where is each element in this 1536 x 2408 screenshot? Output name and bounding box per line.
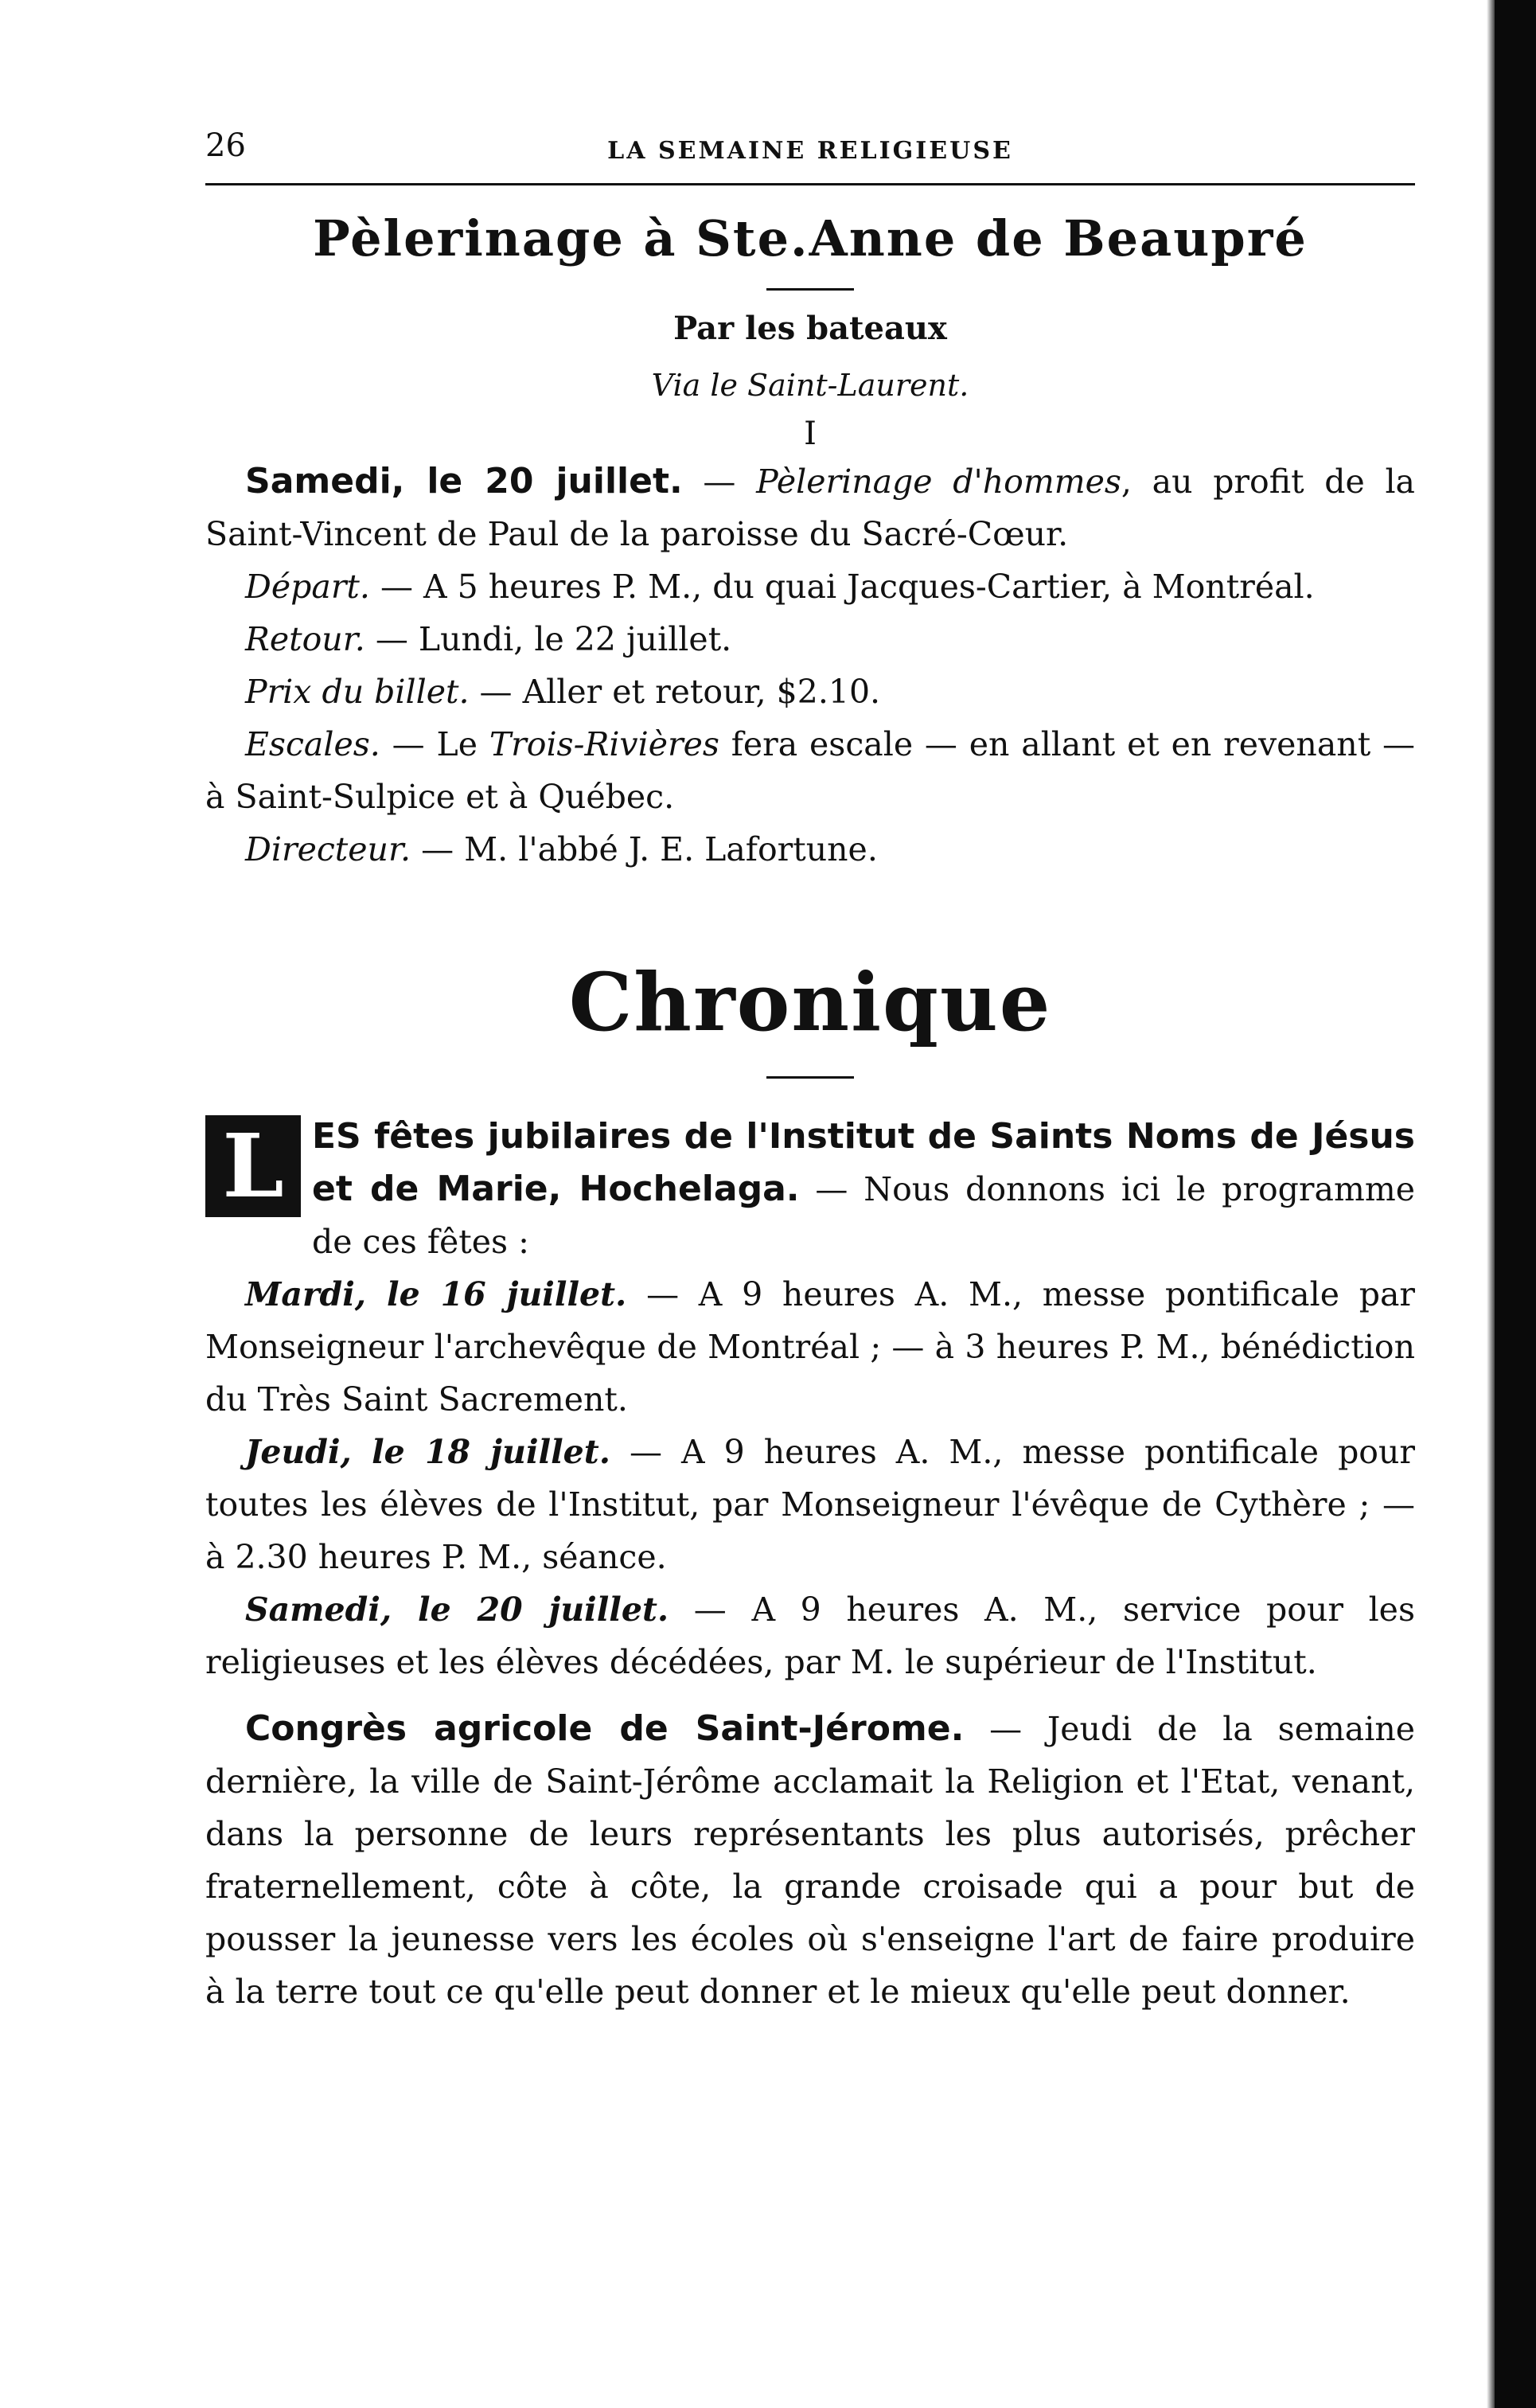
paragraph-lead: Samedi, le 20 juillet. <box>245 461 683 502</box>
chronique-rule <box>766 1076 854 1079</box>
text-directeur: — M. l'abbé J. E. Lafortune. <box>411 830 878 868</box>
italic-phrase: Pèlerinage d'hommes <box>756 462 1121 501</box>
drop-cap: L <box>205 1115 301 1217</box>
paragraph-escales <box>205 718 1415 823</box>
section-title-chronique: Chronique <box>568 955 1052 1049</box>
text-escales: fera escale — en allant et en revenant — à Saint-Sulpice et à Québec. <box>205 725 1415 816</box>
section-title-pelerinage: Pèlerinage à Ste.Anne de Beaupré <box>313 209 1308 267</box>
paragraph-prix <box>205 665 1415 718</box>
page <box>205 96 1415 2018</box>
text-samedi: — A 9 heures A. M., service pour les religieuses et les élèves décédées, par M. le supérieur de l'Institut. <box>205 1590 1415 1681</box>
paragraph-directeur <box>205 823 1415 876</box>
title-rule <box>766 288 854 291</box>
label-directeur: Directeur. <box>245 830 411 868</box>
label-jeudi: Jeudi, le 18 juillet. <box>245 1433 610 1471</box>
running-head: LA SEMAINE RELIGIEUSE <box>607 137 1013 165</box>
paragraph-lead: Congrès agricole de Saint-Jérome. <box>245 1708 965 1749</box>
text-mardi: — A 9 heures A. M., messe pontificale par Monseigneur l'archevêque de Montréal ; — à 3 heures P. M., bénédiction du Très Saint Sacrement. <box>205 1275 1416 1419</box>
scan-edge-shadow <box>1487 0 1495 2408</box>
paragraph-lead: ES fêtes jubilaires de l'Institut de Saints Noms de Jésus et de Marie, Hochelaga. <box>312 1116 1415 1209</box>
text-retour: — Lundi, le 22 juillet. <box>365 620 732 658</box>
label-escales: Escales. <box>245 725 380 763</box>
spacer <box>205 1688 1415 1703</box>
paragraph-text: — Jeudi de la semaine dernière, la ville de Saint-Jérôme acclamait la Religion et l'Etat, venant, dans la personne de leurs représentants les plus autorisés, prêcher fraternellement, côte à côte, la grande croisade qui a pour but de pousser la jeunesse vers les écoles où s'enseigne l'art de faire produire à la terre tout ce qu'elle peut donner et le mieux qu'elle peut donner. <box>205 1710 1415 2011</box>
label-mardi: Mardi, le 16 juillet. <box>245 1275 627 1313</box>
fetes-text <box>205 1110 1415 1268</box>
paragraph-depart <box>205 560 1415 613</box>
paragraph-retour <box>205 613 1415 665</box>
label-prix: Prix du billet. <box>245 673 470 711</box>
roman-numeral: I <box>804 416 817 452</box>
paragraph-text: , au profit de la Saint-Vincent de Paul de la paroisse du Sacré-Cœur. <box>205 462 1415 553</box>
subtitle: Par les bateaux <box>673 310 947 347</box>
text-jeudi: — A 9 heures A. M., messe pontificale pour toutes les élèves de l'Institut, par Monseigneur l'évêque de Cythère ; — à 2.30 heures P. M., séance. <box>205 1433 1415 1576</box>
text-depart: — A 5 heures P. M., du quai Jacques-Cartier, à Montréal. <box>369 568 1315 606</box>
paragraph-jeudi <box>205 1426 1415 1583</box>
route-note: Via le Saint-Laurent. <box>651 368 969 403</box>
page-header <box>205 96 1415 183</box>
dash: — <box>682 462 757 501</box>
label-depart: Départ. <box>245 568 370 606</box>
page-number: 26 <box>205 127 246 164</box>
text-prix: — Aller et retour, $2.10. <box>469 673 881 711</box>
paragraph-samedi-juillet <box>205 1583 1415 1688</box>
paragraph-congres <box>205 1703 1415 2018</box>
scan-binding-bar <box>1495 0 1536 2408</box>
paragraph-samedi <box>205 455 1415 560</box>
label-samedi: Samedi, le 20 juillet. <box>245 1590 669 1629</box>
header-rule <box>205 183 1415 185</box>
paragraph-mardi <box>205 1268 1415 1426</box>
label-retour: Retour. <box>245 620 365 658</box>
text-escales-mid: — Le <box>380 725 489 763</box>
ship-name: Trois-Rivières <box>489 725 719 763</box>
paragraph-text: — Nous donnons ici le programme de ces fêtes : <box>312 1170 1415 1261</box>
paragraph-fetes <box>205 1110 1415 1268</box>
